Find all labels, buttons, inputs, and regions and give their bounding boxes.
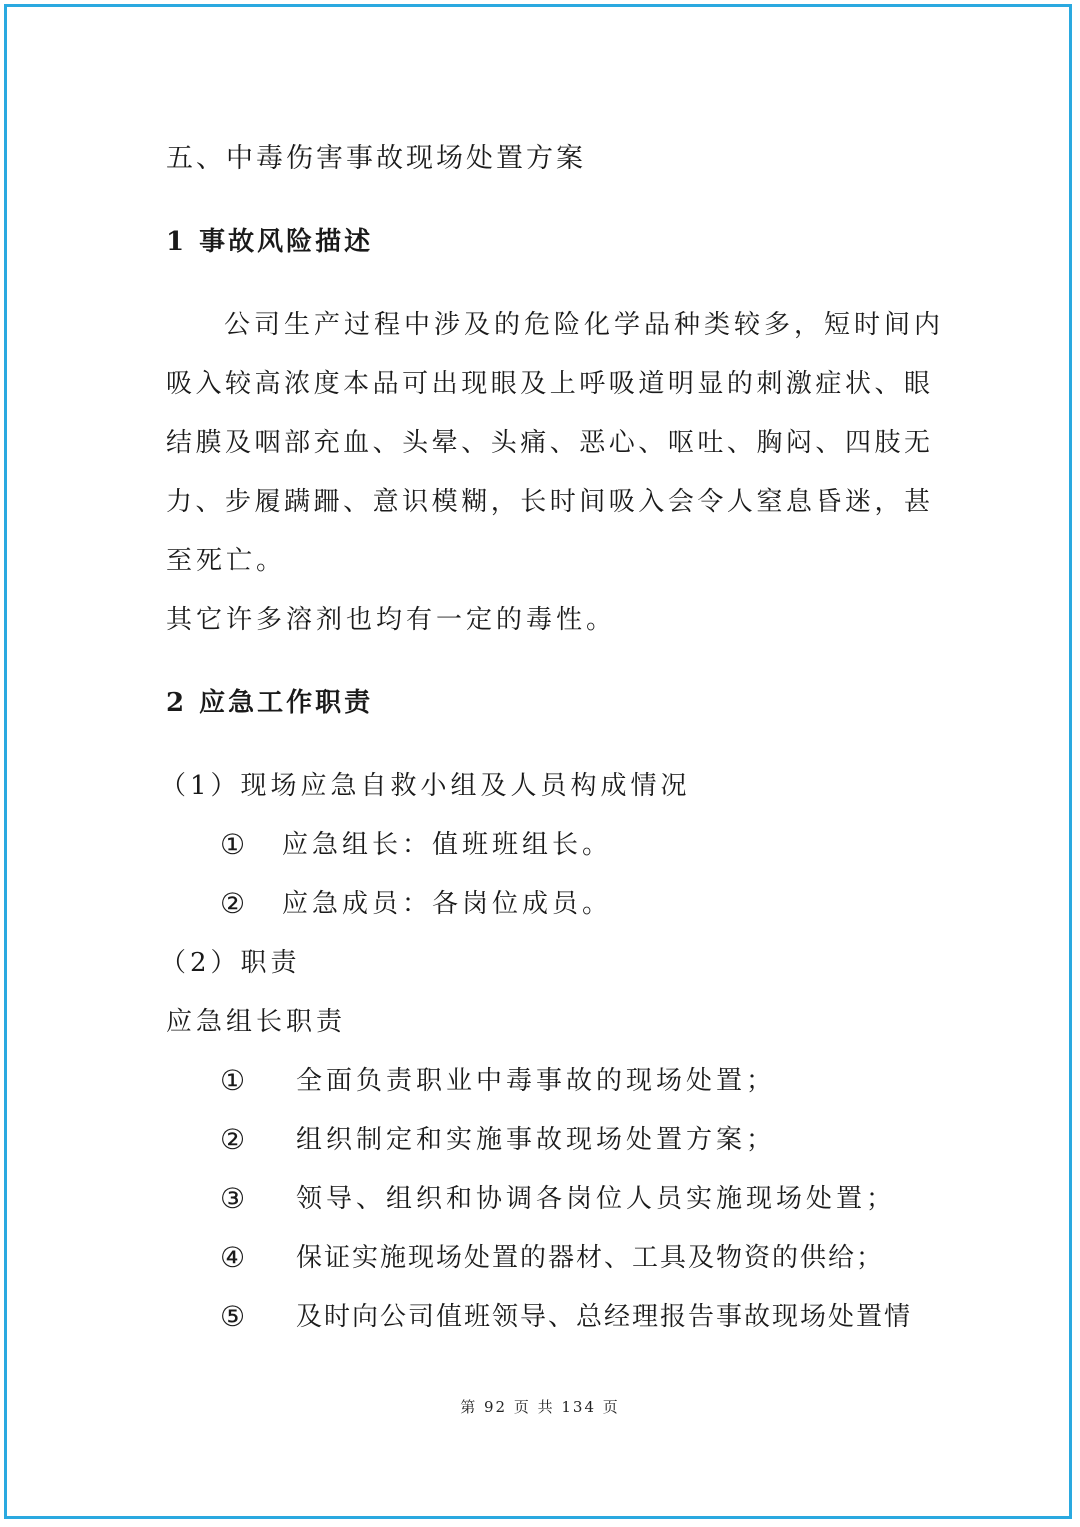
duty-text-1: 全面负责职业中毒事故的现场处置； bbox=[296, 1066, 777, 1096]
para-line-4: 力、步履蹒跚、意识模糊，长时间吸入会令人窒息昏迷，甚 bbox=[166, 487, 930, 517]
member-marker-1: ① bbox=[220, 828, 246, 861]
duty-text-4: 保证实施现场处置的器材、工具及物资的供给； bbox=[296, 1243, 885, 1273]
duty-marker-3: ③ bbox=[220, 1182, 246, 1215]
subsection-1: （1）现场应急自救小组及人员构成情况 bbox=[160, 771, 691, 801]
section-2-heading: 2 应急工作职责 bbox=[166, 688, 374, 718]
duty-marker-2: ② bbox=[220, 1123, 246, 1156]
page-title: 五、中毒伤害事故现场处置方案 bbox=[166, 143, 586, 174]
member-text-2: 应急成员：各岗位成员。 bbox=[282, 889, 613, 919]
duty-text-2: 组织制定和实施事故现场处置方案； bbox=[296, 1125, 777, 1155]
member-text-1: 应急组长：值班班组长。 bbox=[282, 830, 613, 860]
duty-text-3: 领导、组织和协调各岗位人员实施现场处置； bbox=[296, 1184, 897, 1214]
duty-marker-4: ④ bbox=[220, 1241, 246, 1274]
para-line-1: 公司生产过程中涉及的危险化学品种类较多，短时间内 bbox=[224, 310, 945, 340]
section-1-heading: 1 事故风险描述 bbox=[166, 227, 374, 257]
para-line-3: 结膜及咽部充血、头晕、头痛、恶心、呕吐、胸闷、四肢无 bbox=[166, 428, 930, 458]
duty-text-5: 及时向公司值班领导、总经理报告事故现场处置情 bbox=[296, 1302, 913, 1332]
para-line-2: 吸入较高浓度本品可出现眼及上呼吸道明显的刺激症状、眼 bbox=[166, 369, 930, 399]
member-marker-2: ② bbox=[220, 887, 246, 920]
page-border bbox=[4, 4, 1072, 1519]
para-2: 其它许多溶剂也均有一定的毒性。 bbox=[166, 605, 617, 635]
leader-duties-title: 应急组长职责 bbox=[166, 1007, 347, 1037]
para-line-5: 至死亡。 bbox=[166, 546, 287, 576]
subsection-2: （2）职责 bbox=[160, 948, 301, 978]
duty-marker-5: ⑤ bbox=[220, 1300, 246, 1333]
page-number-footer: 第 92 页 共 134 页 bbox=[460, 1398, 620, 1416]
duty-marker-1: ① bbox=[220, 1064, 246, 1097]
